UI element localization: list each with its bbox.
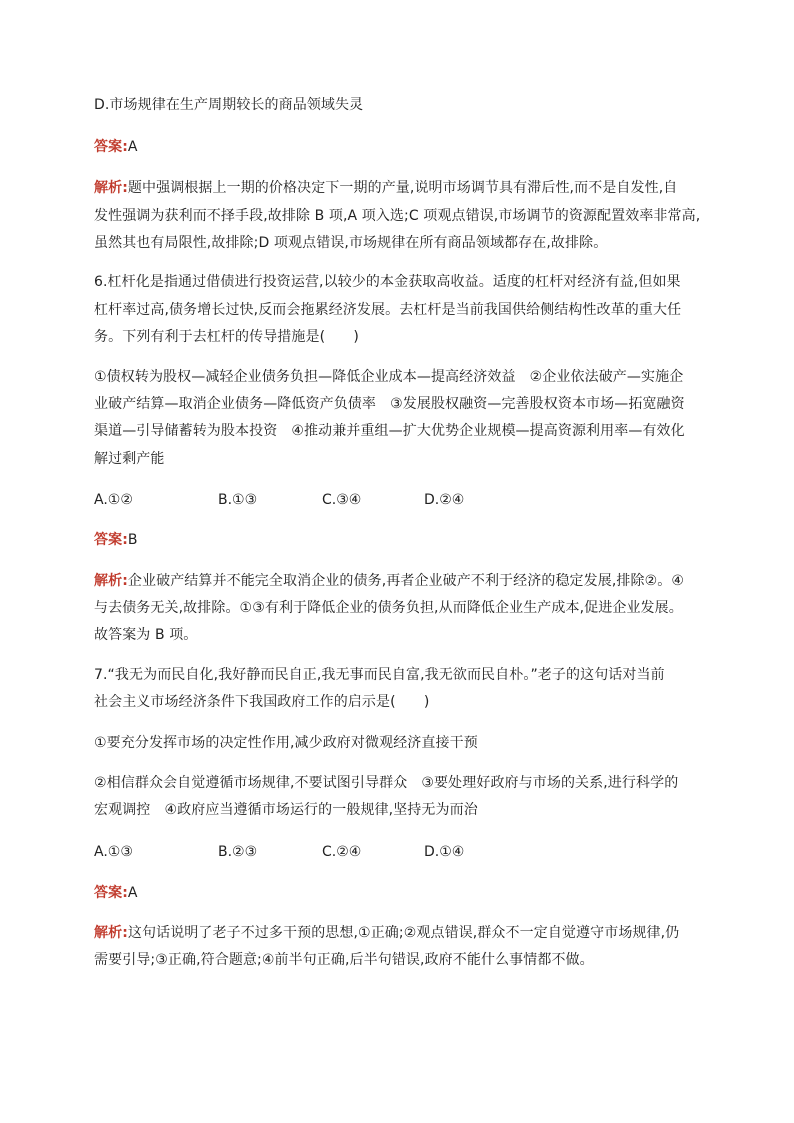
analysis-label: 解析: <box>94 573 128 589</box>
q6-option-d: D.②④ <box>424 492 465 508</box>
q7-option-b: B.②③ <box>218 844 258 860</box>
answer-label: 答案: <box>94 532 128 548</box>
q7-analysis-line-2: 需要引导;③正确,符合题意;④前半句正确,后半句错误,政府不能什么事情都不做。 <box>94 952 594 968</box>
analysis-text: 这句话说明了老子不过多干预的思想,①正确;②观点错误,群众不一定自觉遵守市场规律,仍 <box>127 925 680 941</box>
q7-option-d: D.①④ <box>424 844 465 860</box>
answer-label: 答案: <box>94 885 128 901</box>
answer-value: A <box>127 139 138 155</box>
q6-item-line-2: 业破产结算—取消企业债务—降低资产负债率 ③发展股权融资—完善股权资本市场—拓宽融资 <box>94 396 685 412</box>
q7-item-line-2: ②相信群众会自觉遵循市场规律,不要试图引导群众 ③要处理好政府与市场的关系,进行科学的 <box>94 775 679 791</box>
answer-value: A <box>127 885 138 901</box>
q6-option-c: C.③④ <box>322 492 362 508</box>
q6-option-b: B.①③ <box>218 492 258 508</box>
q6-item-line-4: 解过剩产能 <box>94 451 165 467</box>
q6-answer <box>94 530 138 550</box>
q5-analysis-line-3: 虽然其也有局限性,故排除;D 项观点错误,市场规律在所有商品领域都存在,故排除。 <box>94 235 608 251</box>
q6-analysis-line-1 <box>94 571 684 591</box>
analysis-label: 解析: <box>94 925 128 941</box>
q7-stem-line-2: 社会主义市场经济条件下我国政府工作的启示是( ) <box>94 694 430 710</box>
q7-item-line-1: ①要充分发挥市场的决定性作用,减少政府对微观经济直接干预 <box>94 735 478 751</box>
q5-answer <box>94 137 138 157</box>
q7-answer <box>94 883 138 903</box>
q7-option-c: C.②④ <box>322 844 362 860</box>
q6-analysis-line-3: 故答案为 B 项。 <box>94 627 198 643</box>
q5-analysis-line-2: 发性强调为获利而不择手段,故排除 B 项,A 项入选;C 项观点错误,市场调节的资源配置效率非常高, <box>94 208 701 224</box>
q7-item-line-3: 宏观调控 ④政府应当遵循市场运行的一般规律,坚持无为而治 <box>94 802 478 818</box>
q6-stem-line-3: 务。下列有利于去杠杆的传导措施是( ) <box>94 329 359 345</box>
q6-item-line-3: 渠道—引导储蓄转为股本投资 ④推动兼并重组—扩大优势企业规模—提高资源利用率—有效化 <box>94 423 685 439</box>
q7-stem-line-1: 7.“我无为而民自化,我好静而民自正,我无事而民自富,我无欲而民自朴。”老子的这句话对当前 <box>94 667 665 683</box>
answer-label: 答案: <box>94 139 128 155</box>
analysis-text: 题中强调根据上一期的价格决定下一期的产量,说明市场调节具有滞后性,而不是自发性,自 <box>127 180 678 196</box>
q6-stem-line-1: 6.杠杆化是指通过借债进行投资运营,以较少的本金获取高收益。适度的杠杆对经济有益,但如果 <box>94 274 681 290</box>
q6-option-a: A.①② <box>94 492 133 508</box>
q5-analysis-line-1 <box>94 178 677 198</box>
answer-value: B <box>127 532 138 548</box>
q7-option-a: A.①③ <box>94 844 133 860</box>
q6-analysis-line-2: 与去债务无关,故排除。①③有利于降低企业的债务负担,从而降低企业生产成本,促进企业发展。 <box>94 600 683 616</box>
q7-analysis-line-1 <box>94 923 679 943</box>
q6-item-line-1: ①债权转为股权—减轻企业债务负担—降低企业成本—提高经济效益 ②企业依法破产—实施企 <box>94 369 684 385</box>
q6-stem-line-2: 杠杆率过高,债务增长过快,反而会拖累经济发展。去杠杆是当前我国供给侧结构性改革的重大任 <box>94 302 682 318</box>
analysis-text: 企业破产结算并不能完全取消企业的债务,再者企业破产不利于经济的稳定发展,排除②。④ <box>127 573 685 589</box>
analysis-label: 解析: <box>94 180 128 196</box>
q5-option-d: D.市场规律在生产周期较长的商品领域失灵 <box>94 97 364 113</box>
